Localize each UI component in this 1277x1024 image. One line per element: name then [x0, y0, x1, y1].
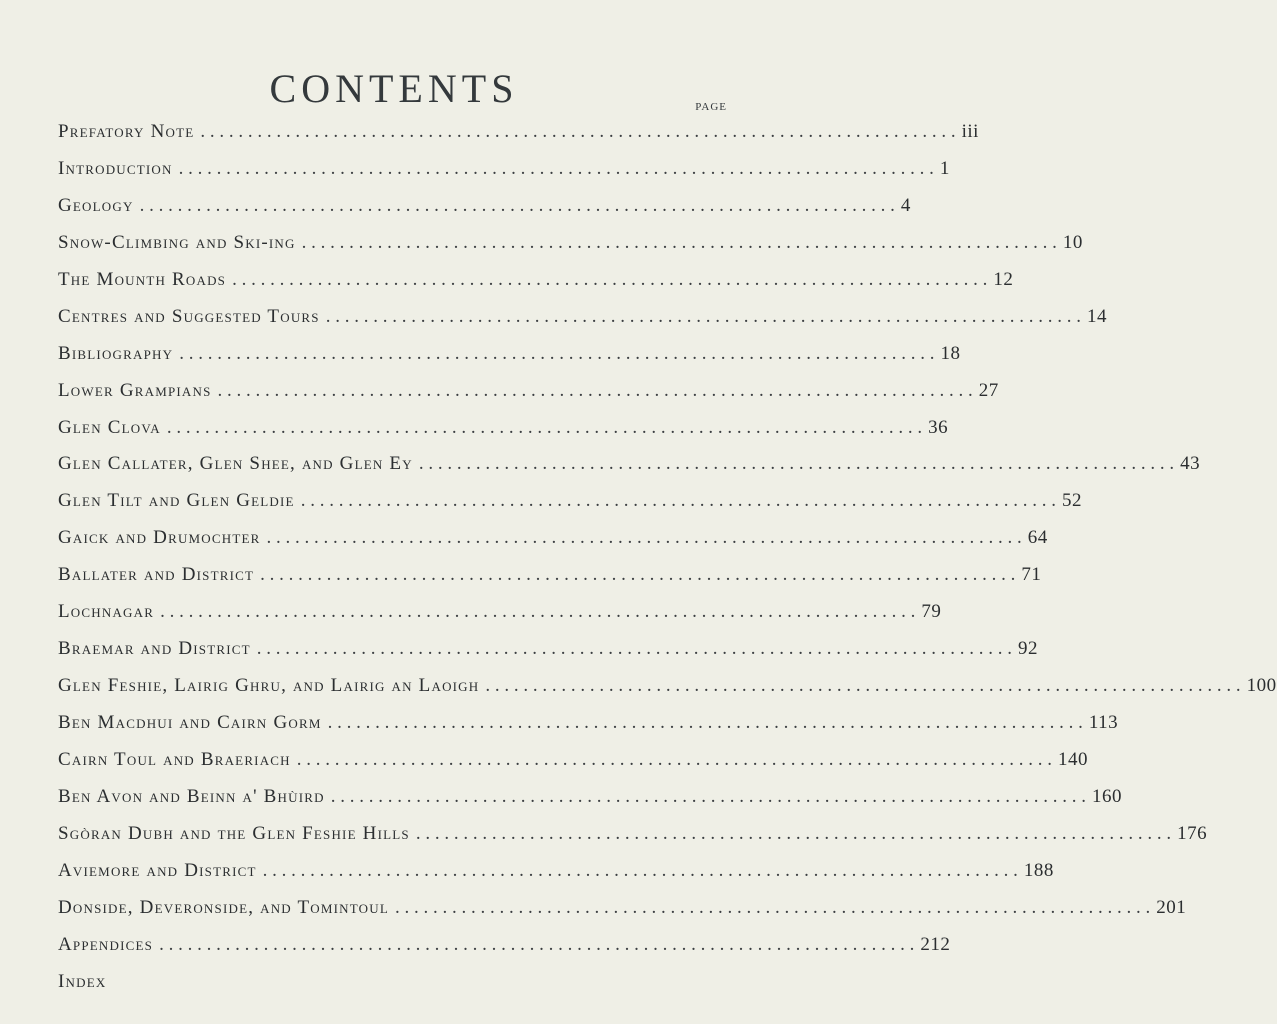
toc-entry-title: The Mounth Roads	[58, 268, 227, 290]
toc-entry-title: Introduction	[58, 157, 173, 179]
toc-entry-title: Geology	[58, 194, 134, 216]
toc-entry-page-number: 79	[921, 601, 942, 623]
dot-leader: . . . . . . . . . . . . . . . . . . . . . . . . . . . . . . . . . . . . . . . . . . . . . . . . . . . . . . . . . . . . . . . . . . . . . . . . . . . . . . . .	[485, 675, 1241, 697]
toc-entry-title: Ben Avon and Beinn a' Bhùird	[58, 785, 325, 807]
toc-entry-title: Cairn Toul and Braeriach	[58, 748, 291, 770]
toc-entry-page-number: 10	[1062, 231, 1083, 253]
dot-leader: . . . . . . . . . . . . . . . . . . . . . . . . . . . . . . . . . . . . . . . . . . . . . . . . . . . . . . . . . . . . . . . . . . . . . . . . . . . . . . . .	[300, 490, 1056, 512]
dot-leader: . . . . . . . . . . . . . . . . . . . . . . . . . . . . . . . . . . . . . . . . . . . . . . . . . . . . . . . . . . . . . . . . . . . . . . . . . . . . . . . .	[160, 601, 916, 623]
toc-entry[interactable]	[58, 594, 942, 631]
toc-entry[interactable]	[58, 927, 951, 964]
toc-entry-page-number: 140	[1058, 748, 1089, 770]
toc-entry-page-number: 201	[1156, 896, 1187, 918]
toc-entry[interactable]	[58, 446, 1201, 483]
toc-entry-title: Gaick and Drumochter	[58, 527, 261, 549]
toc-entry-page-number: 113	[1088, 712, 1119, 733]
toc-entry[interactable]	[58, 631, 1039, 668]
toc-entry[interactable]	[58, 557, 1042, 594]
toc-entry-page-number: 18	[940, 342, 961, 364]
toc-entry[interactable]	[58, 151, 950, 188]
toc-entry[interactable]	[58, 520, 1048, 557]
toc-entry-page-number: 1	[939, 157, 950, 179]
toc-entry-page-number: 92	[1018, 638, 1039, 660]
dot-leader: . . . . . . . . . . . . . . . . . . . . . . . . . . . . . . . . . . . . . . . . . . . . . . . . . . . . . . . . . . . . . . . . . . . . . . . . . . . . . . . .	[260, 564, 1016, 586]
toc-entry-title: Ben Macdhui and Cairn Gorm	[58, 712, 322, 733]
toc-entry[interactable]	[58, 964, 734, 1001]
toc-entry[interactable]	[58, 410, 949, 447]
toc-entry[interactable]	[58, 742, 1089, 779]
dot-leader: . . . . . . . . . . . . . . . . . . . . . . . . . . . . . . . . . . . . . . . . . . . . . . . . . . . . . . . . . . . . . . . . . . . . . . . . . . . . . . . .	[139, 194, 895, 216]
toc-entry[interactable]	[58, 373, 999, 410]
page-title: CONTENTS	[269, 65, 519, 111]
toc-entry-title: Centres and Suggested Tours	[58, 305, 320, 327]
toc-entry[interactable]	[58, 114, 979, 151]
toc-entry-title: Snow-Climbing and Ski-ing	[58, 231, 296, 253]
dot-leader: . . . . . . . . . . . . . . . . . . . . . . . . . . . . . . . . . . . . . . . . . . . . . . . . . . . . . . . . . . . . . . . . . . . . . . . . . . . . . . . .	[327, 712, 1083, 733]
toc-entry-page-number: 36	[928, 416, 949, 438]
toc-entry[interactable]	[58, 336, 961, 373]
toc-entry-title: Lower Grampians	[58, 379, 212, 401]
toc-entry-page-number: 71	[1021, 564, 1042, 586]
toc-entry-title: Donside, Deveronside, and Tomintoul	[58, 896, 389, 918]
toc-entry[interactable]	[58, 890, 1187, 927]
dot-leader: . . . . . . . . . . . . . . . . . . . . . . . . . . . . . . . . . . . . . . . . . . . . . . . . . . . . . . . . . . . . . . . . . . . . . . . . . . . . . . . .	[166, 416, 923, 438]
toc-entry-title: Index	[58, 970, 107, 992]
toc-entry-page-number: 43	[1180, 453, 1201, 475]
toc-entry-title: Appendices	[58, 933, 154, 955]
toc-entry[interactable]	[58, 262, 1014, 299]
dot-leader: . . . . . . . . . . . . . . . . . . . . . . . . . . . . . . . . . . . . . . . . . . . . . . . . . . . . . . . . . . . . . . . . . . . . . . . . . . . . . . . .	[415, 822, 1172, 844]
toc-entry-page-number: 160	[1091, 785, 1122, 807]
toc-entry-title: Braemar and District	[58, 638, 251, 660]
toc-entry[interactable]	[58, 483, 1082, 520]
dot-leader: . . . . . . . . . . . . . . . . . . . . . . . . . . . . . . . . . . . . . . . . . . . . . . . . . . . . . . . . . . . . . . . . . . . . . . . . . . . . . . . .	[179, 342, 935, 364]
toc-entry[interactable]	[58, 705, 1119, 742]
toc-entry-page-number: 27	[978, 379, 999, 401]
toc-entry[interactable]	[58, 853, 1054, 890]
toc-entry-title: Sgòran Dubh and the Glen Feshie Hills	[58, 822, 410, 844]
dot-leader: . . . . . . . . . . . . . . . . . . . . . . . . . . . . . . . . . . . . . . . . . . . . . . . . . . . . . . . . . . . . . . . . . . . . . . . . . . . . . . . .	[325, 305, 1081, 327]
toc-entry-title: Glen Tilt and Glen Geldie	[58, 490, 295, 512]
toc-entry-page-number: 4	[900, 194, 911, 216]
dot-leader: . . . . . . . . . . . . . . . . . . . . . . . . . . . . . . . . . . . . . . . . . . . . . . . . . . . . . . . . . . . . . . . . . . . . . . . . . . . . . . . .	[296, 748, 1053, 770]
toc-entry-page-number: 64	[1027, 527, 1048, 549]
toc-entry-title: Aviemore and District	[58, 859, 257, 881]
dot-leader: . . . . . . . . . . . . . . . . . . . . . . . . . . . . . . . . . . . . . . . . . . . . . . . . . . . . . . . . . . . . . . . . . . . . . . . . . . . . . . . .	[178, 157, 934, 179]
dot-leader: . . . . . . . . . . . . . . . . . . . . . . . . . . . . . . . . . . . . . . . . . . . . . . . . . . . . . . . . . . . . . . . . . . . . . . . . . . . . . . . .	[418, 453, 1175, 475]
dot-leader: . . . . . . . . . . . . . . . . . . . . . . . . . . . . . . . . . . . . . . . . . . . . . . . . . . . . . . . . . . . . . . . . . . . . . . . . . . . . . . . .	[330, 785, 1086, 807]
toc-entry-title: Lochnagar	[58, 601, 155, 623]
toc-entry-page-number: 212	[920, 933, 951, 955]
toc-entry[interactable]	[58, 188, 911, 225]
table-of-contents	[58, 114, 1277, 1001]
toc-entry-page-number: 100	[1246, 675, 1277, 697]
dot-leader: . . . . . . . . . . . . . . . . . . . . . . . . . . . . . . . . . . . . . . . . . . . . . . . . . . . . . . . . . . . . . . . . . . . . . . . . . . . . . . . .	[262, 859, 1018, 881]
toc-entry-title: Glen Callater, Glen Shee, and Glen Ey	[58, 453, 413, 475]
page-column-header: PAGE	[695, 101, 727, 113]
dot-leader: . . . . . . . . . . . . . . . . . . . . . . . . . . . . . . . . . . . . . . . . . . . . . . . . . . . . . . . . . . . . . . . . . . . . . . . . . . . . . . . .	[217, 379, 973, 401]
toc-entry[interactable]	[58, 668, 1277, 705]
dot-leader: . . . . . . . . . . . . . . . . . . . . . . . . . . . . . . . . . . . . . . . . . . . . . . . . . . . . . . . . . . . . . . . . . . . . . . . . . . . . . . . .	[159, 933, 915, 955]
toc-entry-title: Prefatory Note	[58, 121, 195, 142]
toc-entry-page-number: 188	[1023, 859, 1054, 881]
dot-leader: . . . . . . . . . . . . . . . . . . . . . . . . . . . . . . . . . . . . . . . . . . . . . . . . . . . . . . . . . . . . . . . . . . . . . . . . . . . . . . . .	[200, 121, 956, 142]
toc-entry-page-number: iii	[961, 121, 979, 142]
toc-entry[interactable]	[58, 779, 1122, 816]
dot-leader: . . . . . . . . . . . . . . . . . . . . . . . . . . . . . . . . . . . . . . . . . . . . . . . . . . . . . . . . . . . . . . . . . . . . . . . . . . . . . . . .	[394, 896, 1151, 918]
toc-entry-page-number: 176	[1177, 822, 1208, 844]
dot-leader: . . . . . . . . . . . . . . . . . . . . . . . . . . . . . . . . . . . . . . . . . . . . . . . . . . . . . . . . . . . . . . . . . . . . . . . . . . . . . . . .	[256, 638, 1013, 660]
toc-entry[interactable]	[58, 816, 1208, 853]
dot-leader: . . . . . . . . . . . . . . . . . . . . . . . . . . . . . . . . . . . . . . . . . . . . . . . . . . . . . . . . . . . . . . . . . . . . . . . . . . . . . . . .	[301, 231, 1057, 253]
toc-entry[interactable]	[58, 299, 1107, 336]
toc-entry-page-number: 14	[1086, 305, 1107, 327]
toc-entry-page-number: 52	[1061, 490, 1082, 512]
dot-leader: . . . . . . . . . . . . . . . . . . . . . . . . . . . . . . . . . . . . . . . . . . . . . . . . . . . . . . . . . . . . . . . . . . . . . . . . . . . . . . . .	[266, 527, 1022, 549]
toc-entry-title: Glen Feshie, Lairig Ghru, and Lairig an Laoigh	[58, 675, 480, 697]
toc-entry-title: Glen Clova	[58, 416, 161, 438]
toc-entry[interactable]	[58, 225, 1083, 262]
toc-entry-title: Bibliography	[58, 342, 174, 364]
toc-entry-page-number: 12	[993, 268, 1014, 290]
toc-entry-title: Ballater and District	[58, 564, 255, 586]
dot-leader: . . . . . . . . . . . . . . . . . . . . . . . . . . . . . . . . . . . . . . . . . . . . . . . . . . . . . . . . . . . . . . . . . . . . . . . . . . . . . . . .	[232, 268, 988, 290]
